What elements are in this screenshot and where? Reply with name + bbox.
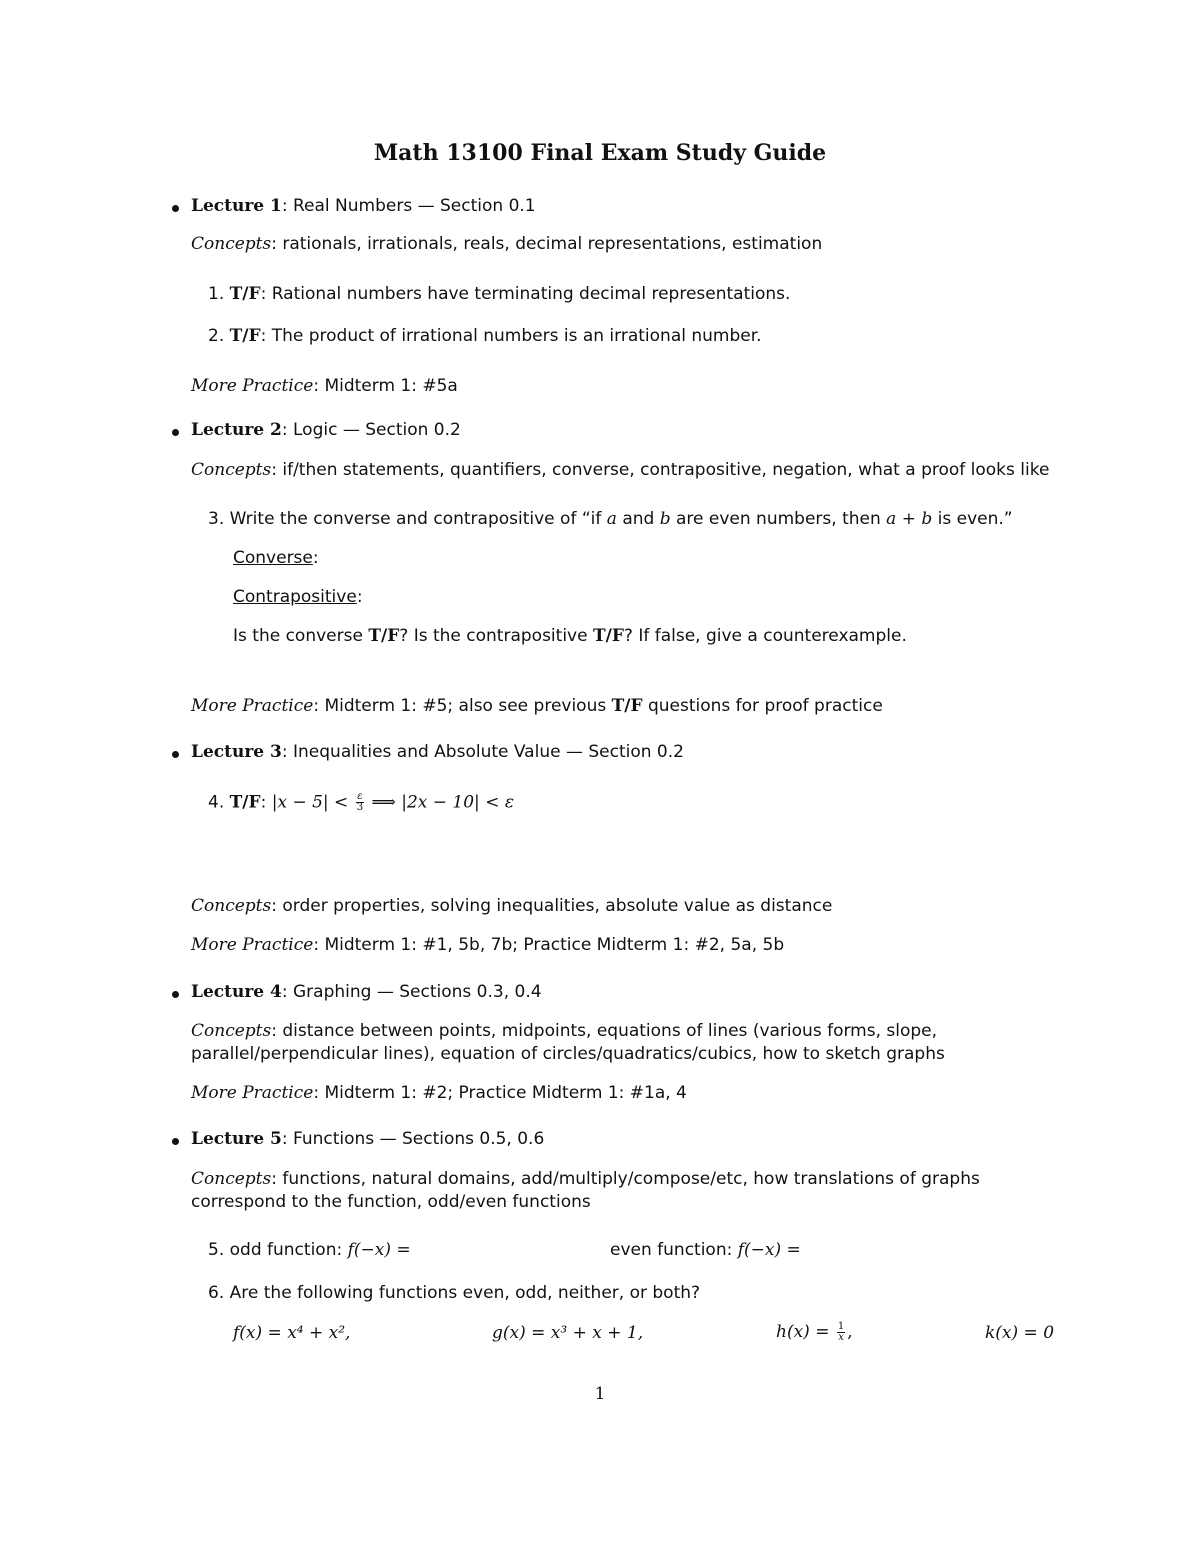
lecture-1-more-practice: More Practice: Midterm 1: #5a: [191, 376, 458, 396]
lecture-3-more-practice: More Practice: Midterm 1: #1, 5b, 7b; Practice Midterm 1: #2, 5a, 5b: [191, 935, 785, 955]
function-k: k(x) = 0: [985, 1323, 1055, 1343]
lecture-2-title: Logic — Section 0.2: [293, 420, 461, 440]
question-5-even: even function: f(−x) =: [610, 1240, 801, 1260]
question-1: 1. T/F: Rational numbers have terminating decimal representations.: [208, 284, 791, 304]
page-title: Math 13100 Final Exam Study Guide: [373, 140, 827, 166]
one-over-x-fraction: $\frac{1}{x}$: [837, 1321, 845, 1343]
question-3: 3. Write the converse and contrapositive of “if a and b are even numbers, then a + b is even.”: [208, 509, 1013, 529]
lecture-5-concepts-text: functions, natural domains, add/multiply/compose/etc, how translations of graphs correspond to the function, odd/even functions: [191, 1169, 980, 1212]
lecture-5-title: Functions — Sections 0.5, 0.6: [293, 1129, 545, 1149]
lecture-1-title: Real Numbers — Section 0.1: [293, 196, 536, 216]
epsilon-over-3-fraction: $\frac{\varepsilon}{3}$: [356, 791, 364, 813]
lecture-4-concepts: Concepts: distance between points, midpoints, equations of lines (various forms, slope, parallel/perpendicular lines), equation of circles/quadratics/cubics, how to sketch graphs: [191, 1021, 945, 1064]
lecture-4-title: Graphing — Sections 0.3, 0.4: [293, 982, 542, 1002]
lecture-2-concepts: Concepts: if/then statements, quantifiers, converse, contrapositive, negation, what a proof looks like: [191, 460, 1050, 480]
question-2-text: The product of irrational numbers is an irrational number.: [271, 326, 762, 346]
bullet-lecture-3: [172, 751, 179, 758]
question-1-text: Rational numbers have terminating decimal representations.: [271, 284, 791, 304]
lecture-3-concepts: Concepts: order properties, solving inequalities, absolute value as distance: [191, 896, 833, 916]
lecture-2-concepts-text: if/then statements, quantifiers, converse, contrapositive, negation, what a proof looks like: [282, 460, 1050, 480]
bullet-lecture-4: [172, 991, 179, 998]
lecture-1-label: Lecture 1: [191, 196, 282, 216]
lecture-3-title: Inequalities and Absolute Value — Section 0.2: [293, 742, 684, 762]
page-number: 1: [594, 1384, 606, 1404]
question-2: 2. T/F: The product of irrational numbers is an irrational number.: [208, 326, 762, 346]
lecture-4-concepts-text: distance between points, midpoints, equations of lines (various forms, slope, parallel/perpendicular lines), equation of circles/quadratics/cubics, how to sketch graphs: [191, 1021, 945, 1064]
lecture-1-concepts-text: rationals, irrationals, reals, decimal representations, estimation: [282, 234, 823, 254]
converse-label: Converse:: [233, 548, 319, 568]
question-5-odd: 5. odd function: f(−x) =: [208, 1240, 411, 1260]
bullet-lecture-1: [172, 205, 179, 212]
lecture-3-concepts-text: order properties, solving inequalities, absolute value as distance: [282, 896, 833, 916]
lecture-3-label: Lecture 3: [191, 742, 282, 762]
lecture-1-heading: Lecture 1: Real Numbers — Section 0.1: [191, 196, 536, 216]
lecture-3-heading: Lecture 3: Inequalities and Absolute Value — Section 0.2: [191, 742, 684, 762]
lecture-4-more-practice: More Practice: Midterm 1: #2; Practice Midterm 1: #1a, 4: [191, 1083, 687, 1103]
function-h: h(x) = $\frac{1}{x}$ ,: [776, 1321, 853, 1343]
lecture-5-concepts: Concepts: functions, natural domains, add/multiply/compose/etc, how translations of graphs correspond to the function, odd/even functions: [191, 1169, 980, 1212]
function-f: f(x) = x⁴ + x²,: [233, 1323, 351, 1343]
lecture-2-label: Lecture 2: [191, 420, 282, 440]
question-4: 4. T/F: |x − 5| < $\frac{\varepsilon}{3}$ ⟹ |2x − 10| < ε: [208, 791, 514, 813]
bullet-lecture-5: [172, 1138, 179, 1145]
lecture-5-heading: Lecture 5: Functions — Sections 0.5, 0.6: [191, 1129, 545, 1149]
lecture-5-label: Lecture 5: [191, 1129, 282, 1149]
lecture-4-heading: Lecture 4: Graphing — Sections 0.3, 0.4: [191, 982, 542, 1002]
lecture-2-heading: Lecture 2: Logic — Section 0.2: [191, 420, 461, 440]
question-6: 6. Are the following functions even, odd, neither, or both?: [208, 1283, 701, 1303]
contrapositive-label: Contrapositive:: [233, 587, 363, 607]
question-3-followup: Is the converse T/F? Is the contrapositive T/F? If false, give a counterexample.: [233, 626, 907, 646]
lecture-2-more-practice: More Practice: Midterm 1: #5; also see previous T/F questions for proof practice: [191, 696, 883, 716]
lecture-4-label: Lecture 4: [191, 982, 282, 1002]
lecture-1-concepts: Concepts: rationals, irrationals, reals, decimal representations, estimation: [191, 234, 823, 254]
function-g: g(x) = x³ + x + 1,: [492, 1323, 644, 1343]
bullet-lecture-2: [172, 429, 179, 436]
